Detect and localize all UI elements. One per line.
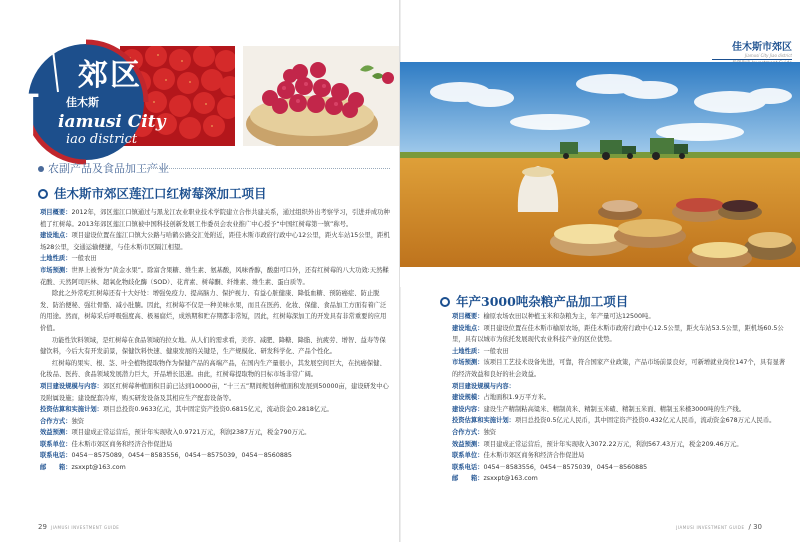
paragraph-label: 项目概要： [40,209,72,216]
paragraph-label: 联系单位： [40,440,72,448]
body-paragraph [452,439,790,451]
paragraph-label: 项目概要： [452,313,484,320]
paragraph-label: 投资估算和实施计划： [452,417,515,425]
body-paragraph [40,416,390,428]
paragraph-text: 0454－8583556，0454－8575039，0454－8560885 [483,463,648,471]
paragraph-text: 该项目工艺技术设备先进，可靠，符合国家产业政策，产品市场前景良好，可新增就业岗位147个，具有显著的经济效益和良好的社会效益。 [452,359,786,378]
right-page [400,0,800,542]
section-divider [140,168,390,169]
page-number-value: 30 [753,523,762,531]
paragraph-label: 投资估算和实施计划： [40,406,103,414]
footer-small-text: JIAMUSI INVESTMENT GUIDE [50,525,120,530]
project-title-text: 佳木斯市郊区莲江口红树莓深加工项目 [54,186,267,201]
logo-letter-j: J [14,83,41,149]
ring-bullet-icon [440,297,450,307]
page-number-left [38,523,123,531]
page-number-right [672,523,762,531]
section-category-label: 农副产品及食品加工产业 [48,162,169,175]
logo-en-line1: iamusi City [58,112,166,132]
paragraph-text: 世界上被誉为“黄金水果”。除富含果糖、维生素、氨基酸，风味香醇，酸甜可口外，还有红树莓的八大功效:天然鞣花酸、天然阿司匹林、超氧化物歧化酶（SOD）、花青素、树莓酮、纤维素、维生素、蛋白质等。 [40,266,389,286]
project-title-text: 年产3000吨杂粮产品加工项目 [456,294,629,309]
paragraph-text: 建设生产精制粘高粱米、精制黄米、精制玉米碴、精制玉米面、精制玉米楂3000吨的生产线。 [483,405,746,413]
body-paragraph [40,335,390,358]
district-logo [0,22,180,172]
page-number-value: 29 [38,523,47,531]
paragraph-text: 2012年，郊区莲江口镇通过与黑龙江农业职业技术学院建立合作共建关系，通过组织外出考察学习，引进并成功种植了红树莓。2013年郊区莲江口镇被中国科技创新发展工作委员会农业推广中心授予“中国红树莓第一镇”称号。 [40,209,390,228]
paragraph-label: 联系电话： [452,463,484,471]
paragraph-text: 独资 [483,428,497,436]
project-body [40,207,390,474]
body-paragraph [40,462,390,474]
body-paragraph [452,346,790,358]
paragraph-label: 邮 箱： [452,475,484,483]
paragraph-label: 项目建设规模与内容： [452,382,515,390]
grain-field-photo [400,62,800,287]
paragraph-text: 佳木斯市郊区商务和经济合作促进局 [483,452,585,460]
paragraph-text: 项目总投资0.5亿元人民币，其中固定资产投资0.432亿元人民币，流动资金678万元人民币。 [514,417,776,425]
paragraph-label: 建设地点： [40,232,72,240]
body-paragraph [452,450,790,462]
body-paragraph [40,230,390,253]
project-body [452,311,790,485]
paragraph-text: 项目建成正常运营后，预计年实现收入0.9721万元，利润2387万元，税金790万元。 [71,429,311,437]
paragraph-text: 项目建设位置在莲江口镇大公路与哈鹤公路交汇处附近，距佳木斯市政府行政中心12公里，距火车站15公里，距机场28公里，交通运输便捷，与佳木斯市区隔江相望。 [40,232,390,251]
paragraph-label: 联系单位： [452,452,484,460]
paragraph-text: zsxxpt@163.com [483,475,538,483]
badge-title: 佳木斯市郊区 [732,42,792,53]
paragraph-text: 项目建设位置在佳木斯市榆原农场，距佳木斯市政府行政中心12.5公里，距火车站53.5公里，距机场60.5公里，具有以城市为依托发展现代农业科技产业的区位优势。 [452,324,784,344]
paragraph-text: zsxxpt@163.com [71,464,126,472]
body-paragraph [40,404,390,416]
paragraph-label: 市场预测： [452,359,484,367]
body-paragraph [40,253,390,265]
body-paragraph [452,392,790,404]
body-paragraph [452,415,790,427]
paragraph-text: 一般农田 [71,255,97,263]
logo-district-char: 郊区 [78,58,142,93]
body-paragraph [40,439,390,451]
paragraph-label: 合作方式： [40,417,72,425]
paragraph-label: 项目建设规模与内容： [40,382,103,390]
body-paragraph [40,427,390,439]
paragraph-text: 功能性饮料领域，是红树莓在食品领域的拉女地。从人们的需求看，美容、减肥、降糖、降脂、抗疲劳、增智、益寿等保健饮料，今后大有开发前景，保健饮料快速、健康发展的关键是，生产规模化、研发科学化、产品个性化。 [40,336,386,356]
paragraph-text: 项目总投资0.9633亿元，其中固定资产投资0.6815亿元，流动资金0.2818亿元。 [102,406,333,414]
body-paragraph [40,358,390,381]
badge-sub-en: Jiamusi City Jiao district [744,53,792,58]
paragraph-label: 合作方式： [452,428,484,436]
paragraph-label: 建设规模： [452,394,484,402]
body-paragraph [40,207,390,230]
paragraph-text: 红树莓的果实、根、茎、叶全植物提取物作为保健产品的高端产品，在国内生产量很小，其发展空间巨大，在抗癌保健、化妆品、医药、食品领域发展潜力巨大，开品增长迅速。由此，红树莓提取物的目标市场非常广阔。 [40,359,386,379]
paragraph-text: 郊区红树莓种植面积目前已达到10000亩，“十三五”期间规划种植面积发展到50000亩，建设研发中心及附属设施；建设配套冷库，购买研发设备及其相应生产配套设备等。 [40,382,389,402]
paragraph-label: 邮 箱： [40,464,72,472]
paragraph-label: 建设地点： [452,324,484,332]
paragraph-text: 独资 [71,417,85,425]
paragraph-text: 占地面积1.9万平方米。 [483,394,551,402]
paragraph-text: 榆原农场农田以种植玉米和杂粮为主，年产量可达12500吨。 [483,313,655,320]
body-paragraph [452,311,790,323]
logo-city-name: 佳木斯 [66,96,99,109]
paragraph-text: 除此之外常吃红树莓还有十大好处：增强免疫力、提高脑力、保护视力、有益心脏健康、降低血糖、预防癌症、防止脱发、防治便秘、强壮骨骼、减小肚腩。因此，红树莓不仅是一种美味水果，而且在医药、化妆、保健、食品加工方面有着广泛的用途。然而，树莓采后呼吸强度高、极易腐烂，成熟期和贮存期都非常短，因此，红树莓深加工的开发具有非常重要的应用价值。 [40,290,387,332]
paragraph-label: 效益预测： [452,440,484,448]
paragraph-label: 建设内容： [452,405,484,413]
paragraph-label: 联系电话： [40,452,72,460]
body-paragraph [40,381,390,404]
body-paragraph [452,473,790,485]
body-paragraph [40,288,390,334]
paragraph-text: 0454－8575089，0454－8583556，0454－8575039，0454－8560885 [71,452,292,460]
body-paragraph [452,357,790,380]
paragraph-text: 一般农田 [483,347,509,355]
body-paragraph [452,323,790,346]
project-title [440,292,628,310]
paragraph-label: 土地性质： [452,347,484,355]
paragraph-text: 佳木斯市郊区商务和经济合作促进局 [71,440,173,448]
body-paragraph [452,462,790,474]
paragraph-text: 项目建成正常运营后，预计年实现收入3072.22万元，利润567.43万元，税金209.46万元。 [483,440,743,448]
paragraph-label: 效益预测： [40,429,72,437]
page-number-slash: / [748,523,754,531]
body-paragraph [40,265,390,288]
project-title [38,184,267,202]
body-paragraph [452,404,790,416]
body-paragraph [452,381,790,393]
paragraph-label: 市场预测： [40,266,72,274]
body-paragraph [40,450,390,462]
ring-bullet-icon [38,189,48,199]
body-paragraph [452,427,790,439]
paragraph-label: 土地性质： [40,255,72,263]
bullet-dot-icon [38,166,44,172]
logo-en-line2: iao district [66,132,138,147]
footer-small-text: JIAMUSI INVESTMENT GUIDE [676,525,745,530]
